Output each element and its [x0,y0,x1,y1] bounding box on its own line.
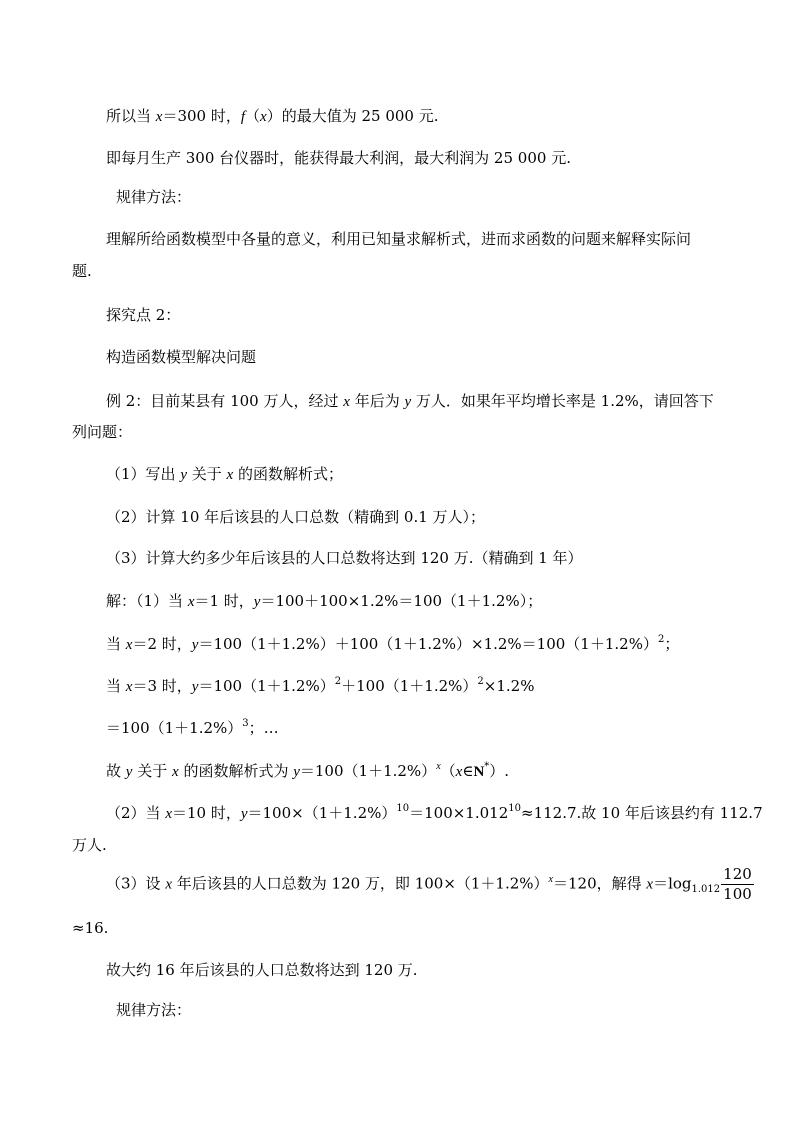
text-span: ＝100＋100×1.2%＝100（1＋1.2%）； [260,592,543,610]
question-item [106,464,343,485]
solution-line [106,803,763,826]
math-var: x [165,876,172,893]
math-var: y [191,679,199,695]
solution-line [106,676,534,699]
text-span: ≈112.7.故 10 年后该县约有 112.7 [521,804,763,822]
math-var: x [125,637,133,653]
text-line: 理解所给函数模型中各量的意义，利用已知量求解析式，进而求函数的问题来解释实际问 [106,230,692,248]
log-base: 1.012 [691,883,721,895]
exponent: x [548,873,553,885]
math-var: x [343,394,350,410]
fraction [721,866,754,903]
exponent: 3 [242,718,249,729]
section-heading: 探究点 2： [106,306,181,324]
math-set-symbol: N [473,764,485,780]
text-span: 关于 [132,762,172,780]
text-span: ；… [248,719,279,737]
text-span: ＋100（1＋1.2%） [341,677,478,695]
text-span: ＝100（1＋1.2%） [106,719,243,737]
text-line: 即每月生产 300 台仪器时，能获得最大利润，最大利润为 25 000 元. [106,149,571,167]
math-var: x [165,806,172,822]
solution-line [106,761,509,784]
text-span: 解：（1）当 [106,592,188,610]
math-var: x [260,109,267,125]
math-var: y [293,764,300,780]
math-var: x [125,679,133,695]
text-line: ≈16. [72,919,109,937]
text-span: 当 [106,677,126,695]
text-line [106,391,714,412]
text-span: ＝100（1＋1.2%） [198,677,335,695]
section-label: 规律方法： [116,188,192,206]
solution-line [106,718,279,741]
text-span: ； [664,635,680,653]
math-var: y [240,806,248,822]
text-span: ＝10 时， [171,804,241,822]
text-span: ＝1 时， [194,592,254,610]
text-span: 故 [106,762,126,780]
exponent: 2 [657,634,665,645]
text-span: ×1.2% [483,677,535,695]
text-span: ＝100×1.012 [409,804,509,822]
math-var: x [172,764,179,780]
fraction-numerator: 120 [723,865,752,883]
math-var: x [187,594,195,610]
solution-line [106,591,542,612]
text-span: （ [245,107,261,125]
text-line [106,106,439,127]
text-span: （1）写出 [106,465,181,483]
text-span: （3）设 [106,874,166,893]
text-span: ＝300 时， [162,107,241,125]
question-item: （2）计算 10 年后该县的人口总数（精确到 0.1 万人）； [106,508,486,526]
math-var: f [240,109,246,125]
text-span: ＝100×（1＋1.2%） [247,804,397,822]
text-span: ＝3 时， [132,677,192,695]
text-span: （ [440,762,456,780]
section-label: 规律方法： [116,1001,192,1019]
text-span: 万人．如果年平均增长率是 1.2%，请回答下 [411,392,714,410]
solution-line [106,866,754,903]
solution-line [106,634,679,657]
text-span: ）的最大值为 25 000 元. [266,107,439,125]
exponent: 2 [334,676,342,687]
text-span: 的函数解析式； [233,465,343,483]
text-span: ）. [489,762,510,780]
text-line: 列问题： [72,423,133,441]
exponent: 10 [396,803,410,814]
fraction-denominator: 100 [723,885,752,903]
math-var: x [646,876,654,893]
text-span: （2）当 [106,804,166,822]
text-span: ＝100（1＋1.2%） [299,762,437,780]
text-span: 年后该县的人口总数为 120 万，即 100×（1＋1.2%） [171,874,549,893]
text-span: 关于 [186,465,227,483]
math-var: y [253,594,261,610]
text-span: ∈ [462,762,474,780]
exponent: 10 [508,803,521,814]
text-span: ＝120，解得 [553,874,647,893]
text-line: 故大约 16 年后该县的人口总数将达到 120 万. [106,961,418,979]
exponent: * [484,761,490,772]
exponent: x [436,761,441,772]
math-var: y [125,764,133,780]
question-item: （3）计算大约多少年后该县的人口总数将达到 120 万.（精确到 1 年） [106,549,583,567]
text-span: 年后为 [349,392,405,410]
text-span: 所以当 [106,107,156,125]
text-span: ＝100（1＋1.2%）＋100（1＋1.2%）×1.2%＝100（1＋1.2%） [198,635,658,653]
math-var: x [226,467,234,483]
text-span: 例 2：目前某县有 100 万人，经过 [106,392,344,410]
text-span: ＝2 时， [132,635,192,653]
math-var: x [455,764,463,780]
text-line: 题. [72,262,92,280]
math-var: y [404,394,412,410]
text-span: ＝log [653,874,692,893]
text-span: 当 [106,635,126,653]
math-var: y [191,637,199,653]
math-var: x [155,109,163,125]
math-var: y [180,467,187,483]
text-span: 的函数解析式为 [178,762,294,780]
exponent: 2 [477,676,484,687]
text-line: 万人. [72,836,107,854]
section-heading: 构造函数模型解决问题 [106,348,257,366]
